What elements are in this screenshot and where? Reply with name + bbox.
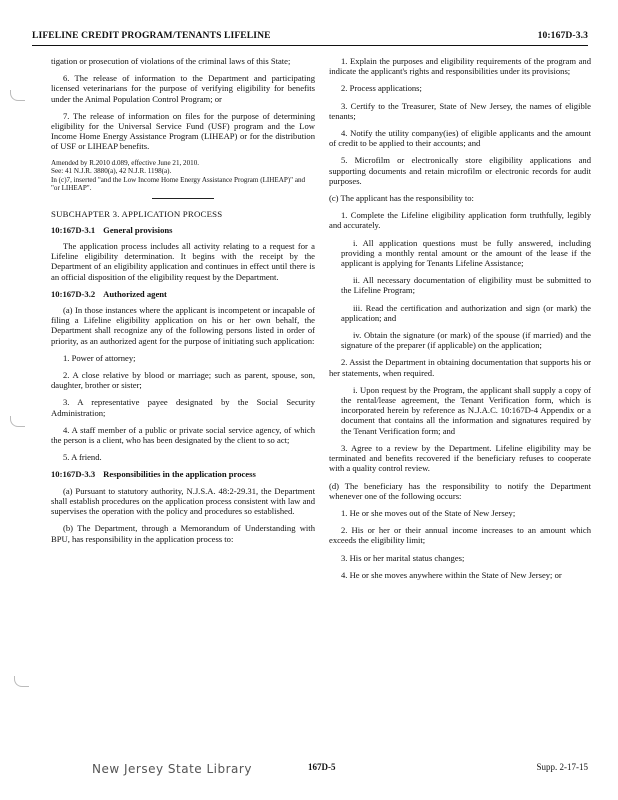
list-item: 4. He or she moves anywhere within the State of New Jersey; or xyxy=(341,569,562,580)
paragraph: The application process includes all activity relating to a request for a Lifeline eligibility determination. It begins with the receipt by the Department of an eligibility application and continues in effect until there is an official disposition of the eligibility request by the Department. xyxy=(51,241,315,282)
list-item: 2. Process applications; xyxy=(341,83,422,94)
sub-list-item: ii. All necessary documentation of eligibility must be submitted to the Lifeline Program; xyxy=(341,275,591,296)
left-column xyxy=(51,56,315,551)
section-number: 10:167D-3.3 xyxy=(51,469,96,480)
section-number: 10:167D-3.1 xyxy=(51,224,96,235)
sub-list-item: i. All application questions must be fully answered, including providing a monthly rental amount or the amount of the lease if the applicant is applying for Tenants Lifeline Assistance; xyxy=(341,237,591,269)
margin-mark xyxy=(10,90,25,101)
list-item: 2. His or her or their annual income increases to an amount which exceeds the eligibility limit; xyxy=(329,525,591,546)
section-number: 10:167D-3.2 xyxy=(51,288,96,299)
paragraph: 7. The release of information on files for the purpose of determining eligibility for the Universal Service Fund (USF) program and the Low Income Home Energy Assistance Program (LIHEAP) or for the distribution of USF or LIHEAP benefits. xyxy=(51,110,315,152)
list-item: 1. Complete the Lifeline eligibility application form truthfully, legibly and accurately. xyxy=(329,210,591,231)
list-item: 4. A staff member of a public or private social service agency, of which the person is a client, who has been designated by the client to so act; xyxy=(51,424,315,446)
section-heading xyxy=(51,289,315,299)
paragraph: (b) The Department, through a Memorandum of Understanding with BPU, has responsibility in the application process to: xyxy=(51,523,315,544)
running-citation: 10:167D-3.3 xyxy=(537,30,588,41)
section-title: Authorized agent xyxy=(103,288,167,299)
margin-mark xyxy=(14,676,29,687)
section-title: Responsibilities in the application process xyxy=(103,469,256,480)
list-item: 3. A representative payee designated by the Social Security Administration; xyxy=(51,397,315,418)
amendment-note: See: 41 N.J.R. 3880(a), 42 N.J.R. 1198(a). xyxy=(51,167,172,176)
page-footer xyxy=(32,760,588,780)
running-title: LIFELINE CREDIT PROGRAM/TENANTS LIFELINE xyxy=(32,30,271,41)
list-item: 2. A close relative by blood or marriage; such as parent, spouse, son, daughter, brother or sister; xyxy=(51,370,315,391)
list-item: 1. He or she moves out of the State of New Jersey; xyxy=(341,507,516,518)
amendment-note: In (c)7, inserted "and the Low Income Home Energy Assistance Program (LIHEAP)" and "or LIHEAP". xyxy=(51,175,306,193)
paragraph: (a) In those instances where the applicant is incompetent or incapable of filing a Lifeline eligibility application on his or her own behalf, the Department shall recognize any of the following persons listed in order of priority, as an authorized agent for the purpose of initiating such application: xyxy=(51,305,315,346)
list-item: 4. Notify the utility company(ies) of eligible applicants and the amount of credit to be applied to their accounts; and xyxy=(329,128,591,149)
list-item: 5. A friend. xyxy=(63,452,102,463)
section-title: General provisions xyxy=(103,224,173,235)
paragraph: 6. The release of information to the Department and participating licensed veterinarians for the purpose of verifying eligibility for benefits under the Animal Population Control Program; or xyxy=(51,73,315,104)
subchapter-heading: SUBCHAPTER 3. APPLICATION PROCESS xyxy=(51,208,223,219)
list-item: 2. Assist the Department in obtaining documentation that supports his or her statements, when required. xyxy=(329,357,591,378)
list-item: 5. Microfilm or electronically store eligibility applications and supporting documents and retain microfilm or electronic records for audit purposes. xyxy=(329,155,591,186)
paragraph: (a) Pursuant to statutory authority, N.J.S.A. 48:2-29.31, the Department shall establish procedures on the application process consistent with law and supervises the operation with the policy and procedures so established. xyxy=(51,485,315,517)
paragraph: (c) The applicant has the responsibility to: xyxy=(329,193,474,204)
sub-list-item: iii. Read the certification and authorization and sign (or mark) the application; and xyxy=(341,302,591,323)
list-item: 3. Certify to the Treasurer, State of New Jersey, the names of eligible tenants; xyxy=(329,100,591,121)
supplement-date: Supp. 2-17-15 xyxy=(536,762,588,772)
divider xyxy=(152,198,214,199)
amendment-note: Amended by R.2010 d.089, effective June 21, 2010. xyxy=(51,158,200,167)
list-item: 1. Explain the purposes and eligibility requirements of the program and indicate the applicant's rights and responsibilities under its provisions; xyxy=(329,56,591,77)
list-item: 3. His or her marital status changes; xyxy=(341,552,465,563)
library-stamp: New Jersey State Library xyxy=(92,762,252,776)
section-heading xyxy=(51,225,315,235)
section-heading xyxy=(51,469,315,479)
sub-list-item: iv. Obtain the signature (or mark) of the spouse (if married) and the signature of the preparer (if applicable) on the application; xyxy=(341,330,591,351)
page-number: 167D-5 xyxy=(308,762,336,772)
margin-mark xyxy=(10,416,25,427)
paragraph: (d) The beneficiary has the responsibility to notify the Department whenever one of the following occurs: xyxy=(329,480,591,501)
right-column xyxy=(329,56,591,587)
list-item: 3. Agree to a review by the Department. Lifeline eligibility may be terminated and benefits recovered if the beneficiary refuses to cooperate with a quality control review. xyxy=(329,442,591,474)
paragraph: tigation or prosecution of violations of the criminal laws of this State; xyxy=(51,56,291,66)
running-header xyxy=(32,30,588,44)
header-rule xyxy=(32,45,588,46)
list-item: 1. Power of attorney; xyxy=(63,352,136,363)
sub-list-item: i. Upon request by the Program, the applicant shall supply a copy of the rental/lease agreement, the Tenant Verification form, which is incorporated herein by reference as N.J.A.C. 10:167D-4 Appendix or a document that contains all the information and signatures required by the Tenant Verification form; and xyxy=(341,384,591,436)
